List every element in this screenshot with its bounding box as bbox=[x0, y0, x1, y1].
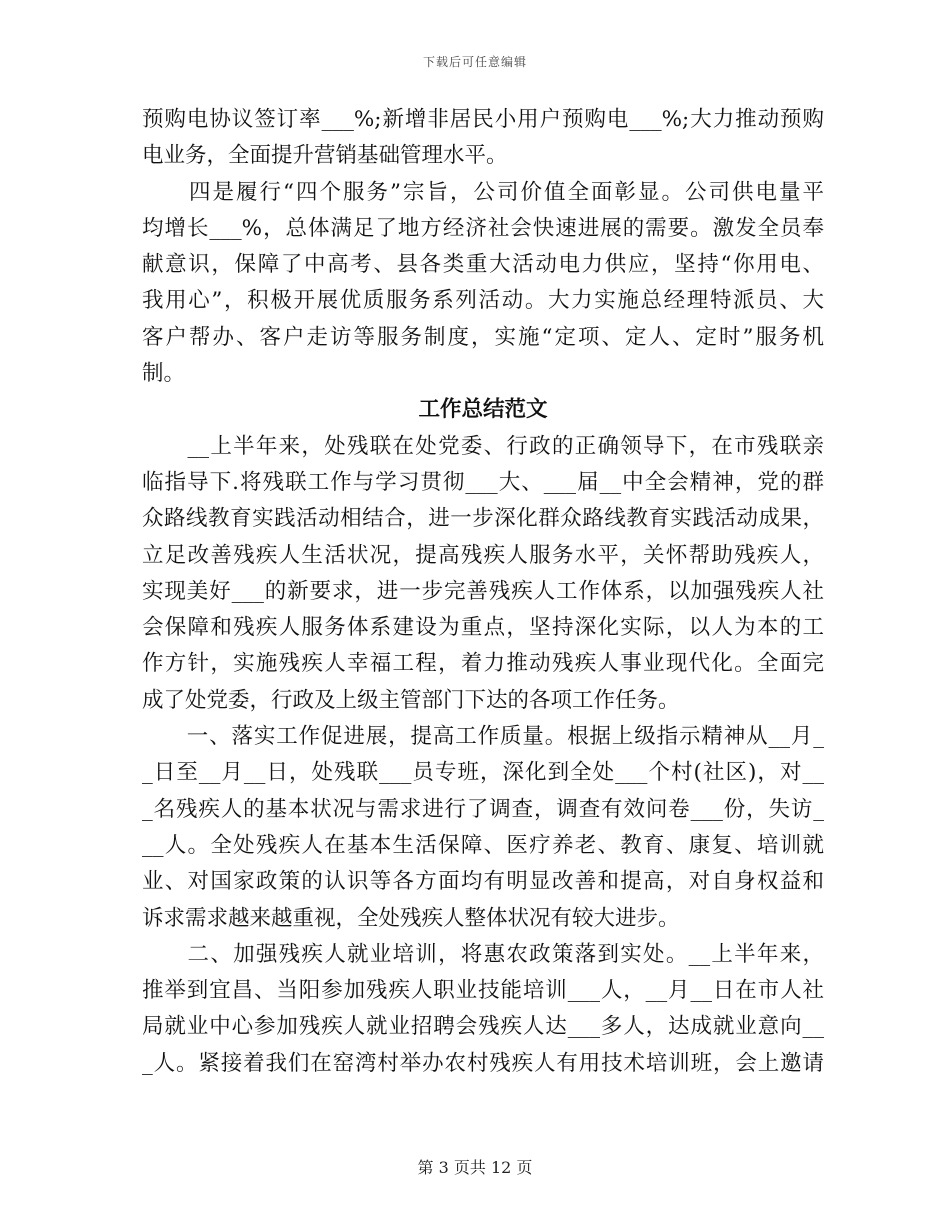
text-line: _日至__月__日，处残联___员专班，深化到全处___个村(社区)，对__ bbox=[142, 760, 824, 786]
text-line: 实现美好___的新要求，进一步完善残疾人工作体系，以加强残疾人社 bbox=[142, 578, 824, 604]
text-line: 业、对国家政策的认识等各方面均有明显改善和提高，对自身权益和 bbox=[142, 869, 824, 895]
text-line: _名残疾人的基本状况与需求进行了调查，调查有效问卷___份，失访_ bbox=[142, 796, 824, 822]
document-body bbox=[142, 102, 824, 1082]
text-line: 局就业中心参加残疾人就业招聘会残疾人达___多人，达成就业意向__ bbox=[142, 1014, 824, 1040]
text-line: __人。全处残疾人在基本生活保障、医疗养老、教育、康复、培训就 bbox=[142, 832, 824, 858]
text-line: 一、落实工作促进展，提高工作质量。根据上级指示精神从__月_ bbox=[142, 724, 824, 750]
text-line: 立足改善残疾人生活状况，提高残疾人服务水平，关怀帮助残疾人， bbox=[142, 542, 824, 568]
text-line: 预购电协议签订率___%;新增非居民小用户预购电___%;大力推动预购 bbox=[142, 107, 824, 132]
text-line: 均增长___%，总体满足了地方经济社会快速进展的需要。激发全员奉 bbox=[142, 215, 824, 241]
text-line: 电业务，全面提升营销基础管理水平。 bbox=[142, 143, 508, 169]
text-line: 会保障和残疾人服务体系建设为重点，坚持深化实际，以人为本的工 bbox=[142, 615, 824, 641]
header-note: 下载后可任意编辑 bbox=[422, 55, 527, 69]
section-heading: 工作总结范文 bbox=[418, 397, 548, 423]
text-line: 作方针，实施残疾人幸福工程，着力推动残疾人事业现代化。全面完 bbox=[142, 651, 824, 677]
text-line: 二、加强残疾人就业培训，将惠农政策落到实处。__上半年来， bbox=[142, 941, 824, 967]
text-line: 众路线教育实践活动相结合，进一步深化群众路线教育实践活动成果， bbox=[142, 506, 824, 532]
text-line: 推举到宜昌、当阳参加残疾人职业技能培训___人，__月__日在市人社 bbox=[142, 978, 824, 1004]
text-line: 四是履行“四个服务”宗旨，公司价值全面彰显。公司供电量平 bbox=[142, 179, 824, 205]
text-line: 临指导下.将残联工作与学习贯彻___大、___届__中全会精神，党的群 bbox=[142, 469, 824, 495]
text-line: 制。 bbox=[142, 361, 186, 387]
page-number: 第 3 页共 12 页 bbox=[417, 1158, 533, 1177]
text-line: 献意识，保障了中高考、县各类重大活动电力供应，坚持“你用电、 bbox=[142, 252, 824, 278]
text-line: 诉求需求越来越重视，全处残疾人整体状况有较大进步。 bbox=[142, 905, 680, 931]
text-line: __上半年来，处残联在处党委、行政的正确领导下，在市残联亲 bbox=[142, 433, 824, 459]
text-line: _人。紧接着我们在窑湾村举办农村残疾人有用技术培训班，会上邀请 bbox=[142, 1050, 824, 1076]
text-line: 我用心”，积极开展优质服务系列活动。大力实施总经理特派员、大 bbox=[142, 288, 824, 314]
text-line: 客户帮办、客户走访等服务制度，实施“定项、定人、定时”服务机 bbox=[142, 324, 824, 350]
text-line: 成了处党委，行政及上级主管部门下达的各项工作任务。 bbox=[142, 687, 680, 713]
